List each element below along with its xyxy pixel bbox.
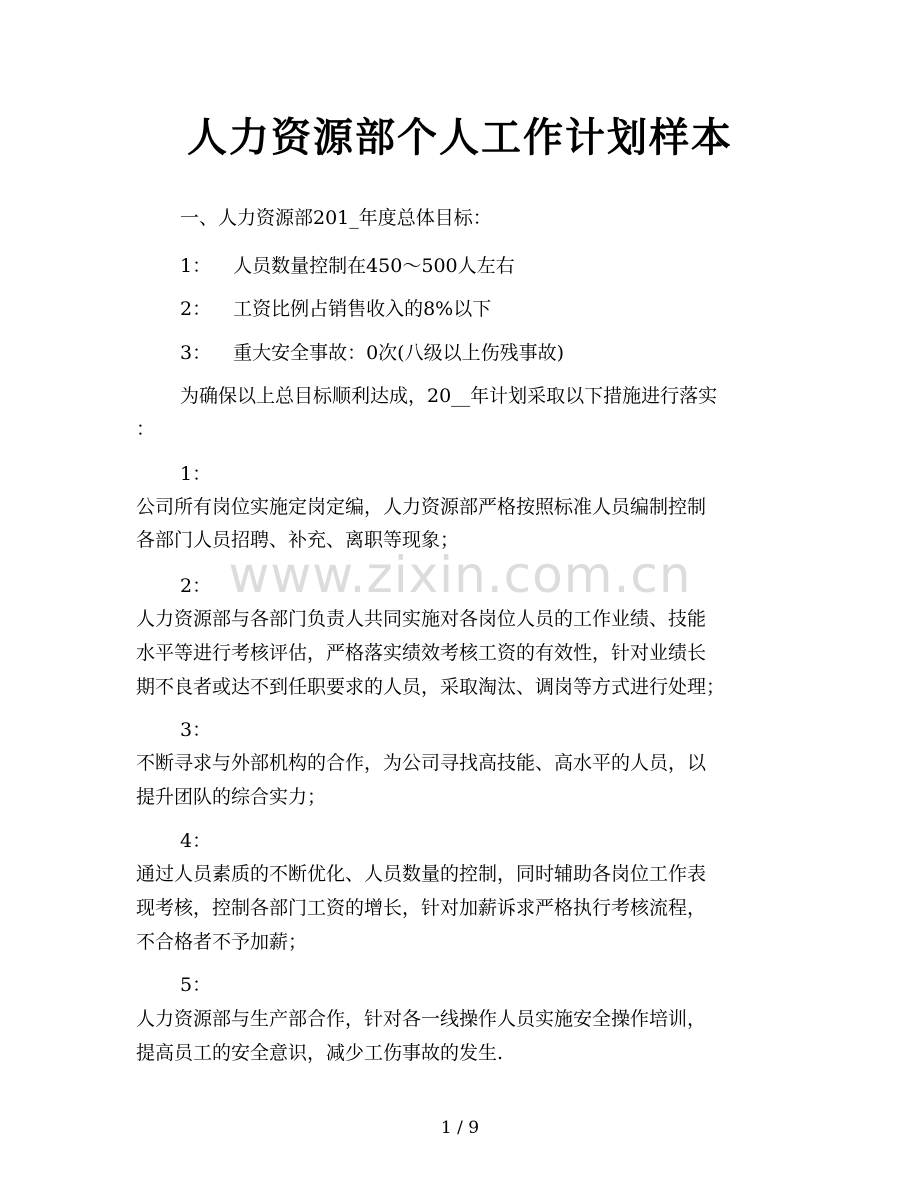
goal-item <box>180 253 515 279</box>
measure-text-line: 通过人员素质的不断优化、人员数量的控制，同时辅助各岗位工作表 <box>136 863 707 885</box>
goal-item-number: 2： <box>180 298 212 320</box>
measures-intro-line: ： <box>136 418 156 440</box>
measures-intro-line: 为确保以上总目标顺利达成，20__年计划采取以下措施进行落实 <box>180 385 718 407</box>
goal-item-text: 工资比例占销售收入的8%以下 <box>233 298 492 320</box>
page-title: 人力资源部个人工作计划样本 <box>187 115 733 161</box>
measure-text-line: 公司所有岗位实施定岗定编，人力资源部严格按照标准人员编制控制 <box>136 496 707 518</box>
page-number: 1 / 9 <box>440 1118 480 1138</box>
measure-text-line: 人力资源部与各部门负责人共同实施对各岗位人员的工作业绩、技能 <box>136 608 707 630</box>
measure-number: 1： <box>180 463 212 485</box>
measure-text-line: 提高员工的安全意识，减少工伤事故的发生. <box>136 1042 504 1064</box>
measure-number: 3： <box>180 719 212 741</box>
goal-item-text: 人员数量控制在450～500人左右 <box>233 255 515 277</box>
measure-text-line: 不断寻求与外部机构的合作，为公司寻找高技能、高水平的人员，以 <box>136 752 707 774</box>
goal-item-number: 1： <box>180 255 212 277</box>
measure-number: 4： <box>180 830 212 852</box>
goals-heading: 一、人力资源部201_年度总体目标： <box>180 207 492 229</box>
watermark: www.zixin.com.cn <box>228 546 692 604</box>
measure-text-line: 提升团队的综合实力； <box>136 786 327 808</box>
measure-number: 2： <box>180 575 212 597</box>
measure-text-line: 人力资源部与生产部合作，针对各一线操作人员实施安全操作培训， <box>136 1008 707 1030</box>
goal-item-number: 3： <box>180 342 212 364</box>
measure-number: 5： <box>180 974 212 996</box>
goal-item <box>180 340 564 366</box>
measure-text-line: 现考核，控制各部门工资的增长，针对加薪诉求严格执行考核流程， <box>136 897 707 919</box>
measure-text-line: 不合格者不予加薪； <box>136 931 308 953</box>
measure-text-line: 各部门人员招聘、补充、离职等现象； <box>136 529 460 551</box>
goal-item-text: 重大安全事故：0次(八级以上伤残事故) <box>233 342 565 364</box>
goal-item <box>180 296 491 322</box>
measure-text-line: 水平等进行考核评估，严格落实绩效考核工资的有效性，针对业绩长 <box>136 642 707 664</box>
measure-text-line: 期不良者或达不到任职要求的人员，采取淘汰、调岗等方式进行处理； <box>136 676 726 698</box>
